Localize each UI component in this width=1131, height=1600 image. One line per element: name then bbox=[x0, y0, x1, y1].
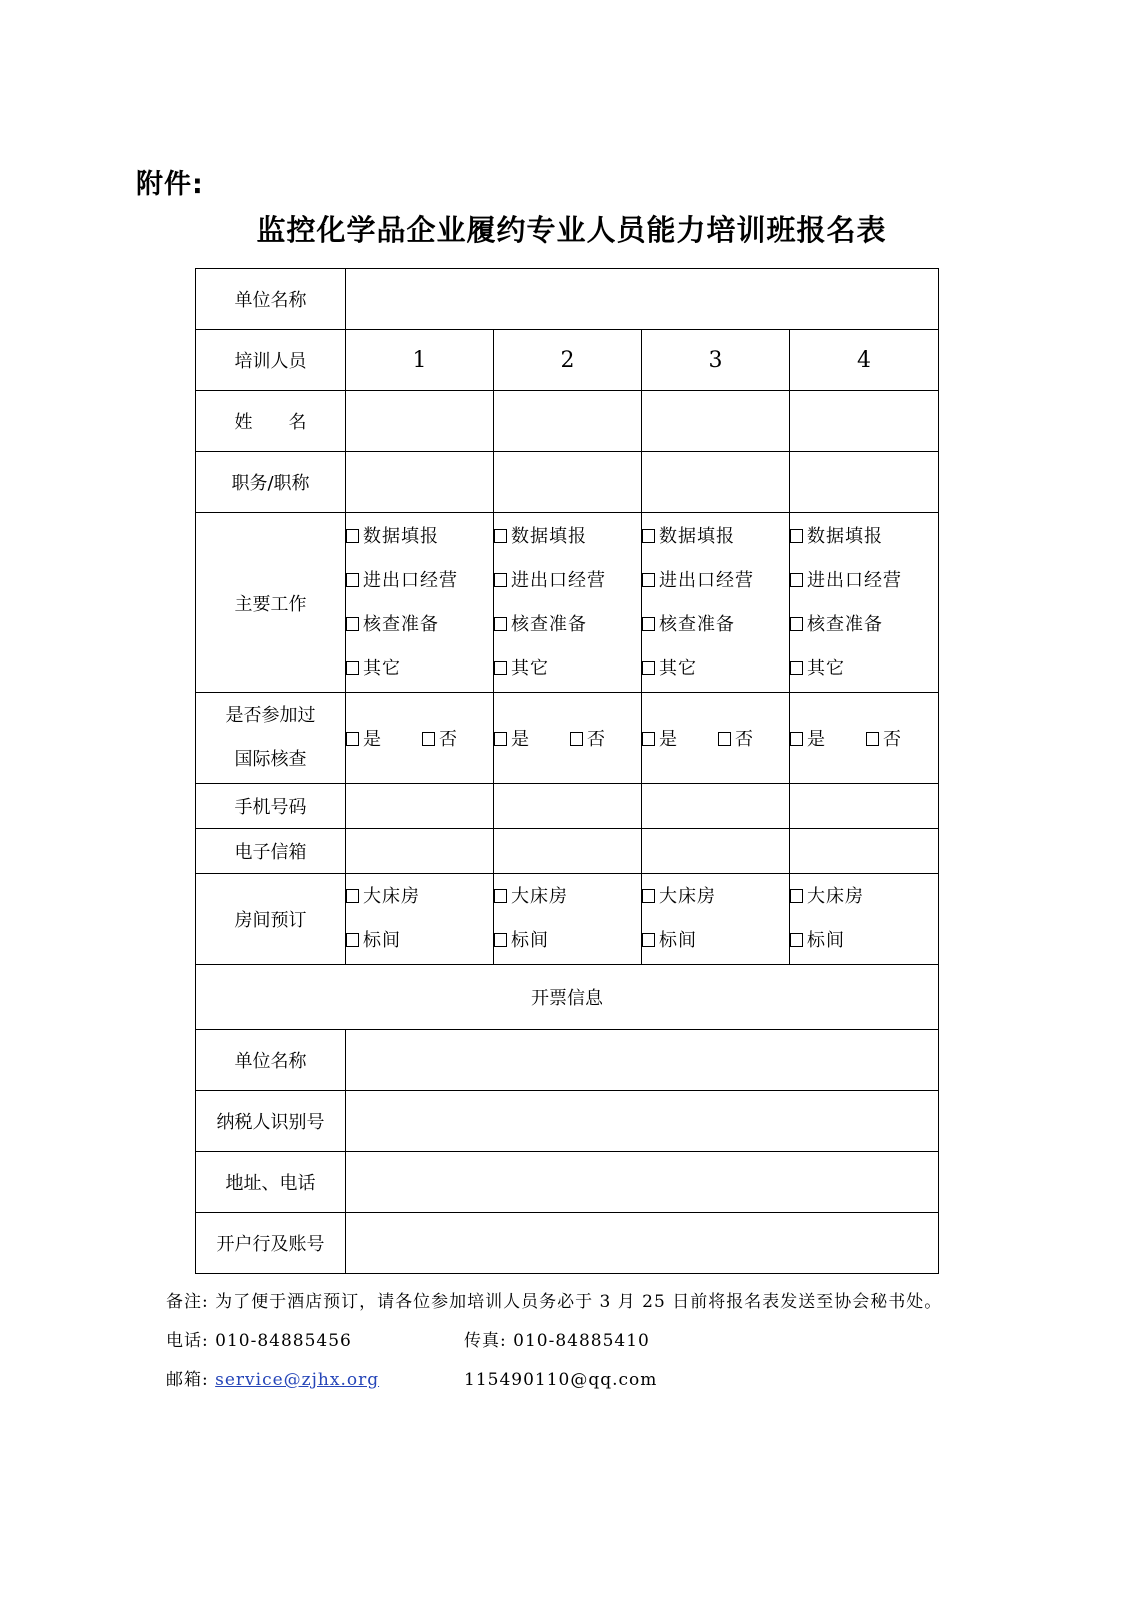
phone-field[interactable] bbox=[642, 784, 790, 829]
invoice-unit-row bbox=[196, 1030, 939, 1091]
yes-label: 是 bbox=[363, 729, 382, 750]
yes-no-options bbox=[346, 693, 494, 784]
option-label: 进出口经营 bbox=[659, 569, 754, 591]
option-label: 其它 bbox=[807, 657, 845, 679]
yes-label: 是 bbox=[807, 729, 826, 750]
checkbox[interactable] bbox=[570, 732, 583, 746]
trainee-number-4: 4 bbox=[790, 330, 939, 391]
name-field[interactable] bbox=[642, 391, 790, 452]
checkbox[interactable] bbox=[494, 661, 507, 675]
checkbox[interactable] bbox=[790, 732, 803, 746]
checkbox[interactable] bbox=[346, 933, 359, 947]
address-phone-field[interactable] bbox=[346, 1152, 939, 1213]
name-label: 姓 名 bbox=[196, 391, 346, 452]
option-label: 数据填报 bbox=[511, 525, 587, 547]
checkbox[interactable] bbox=[346, 617, 359, 631]
checkbox[interactable] bbox=[642, 529, 655, 543]
unit-name-field[interactable] bbox=[346, 269, 939, 330]
bank-account-field[interactable] bbox=[346, 1213, 939, 1274]
invoice-section-row bbox=[196, 965, 939, 1030]
checkbox[interactable] bbox=[346, 732, 359, 746]
option-label: 进出口经营 bbox=[807, 569, 902, 591]
option-label: 其它 bbox=[511, 657, 549, 679]
main-work-options bbox=[642, 513, 790, 693]
taxpayer-id-field[interactable] bbox=[346, 1091, 939, 1152]
name-field[interactable] bbox=[790, 391, 939, 452]
checkbox[interactable] bbox=[790, 529, 803, 543]
option-label: 核查准备 bbox=[659, 613, 735, 635]
option-label: 其它 bbox=[363, 657, 401, 679]
phone-field[interactable] bbox=[346, 784, 494, 829]
option-label: 核查准备 bbox=[511, 613, 587, 635]
intl-check-label-line2: 国际核查 bbox=[234, 749, 307, 770]
checkbox[interactable] bbox=[346, 573, 359, 587]
room-options bbox=[346, 874, 494, 965]
option-label: 标间 bbox=[511, 930, 549, 951]
attachment-label: 附件: bbox=[136, 169, 204, 200]
option-label: 大床房 bbox=[511, 886, 568, 907]
yes-no-options bbox=[790, 693, 939, 784]
form-title bbox=[0, 208, 1131, 249]
option-label: 大床房 bbox=[807, 886, 864, 907]
option-label: 核查准备 bbox=[807, 613, 883, 635]
option-label: 大床房 bbox=[363, 886, 420, 907]
position-row bbox=[196, 452, 939, 513]
checkbox[interactable] bbox=[494, 573, 507, 587]
option-label: 标间 bbox=[363, 930, 401, 951]
email-field[interactable] bbox=[494, 829, 642, 874]
position-field[interactable] bbox=[494, 452, 642, 513]
checkbox[interactable] bbox=[346, 661, 359, 675]
checkbox[interactable] bbox=[494, 889, 507, 903]
email-label: 电子信箱 bbox=[196, 829, 346, 874]
phone-field[interactable] bbox=[494, 784, 642, 829]
checkbox[interactable] bbox=[642, 889, 655, 903]
remark-note: 备注: 为了便于酒店预订，请各位参加培训人员务必于 3 月 25 日前将报名表发送至协会秘书处。 bbox=[166, 1292, 943, 1312]
trainee-number-1: 1 bbox=[346, 330, 494, 391]
checkbox[interactable] bbox=[790, 933, 803, 947]
unit-name-label: 单位名称 bbox=[196, 269, 346, 330]
option-label: 数据填报 bbox=[363, 525, 439, 547]
checkbox[interactable] bbox=[790, 573, 803, 587]
registration-form-table bbox=[195, 268, 939, 1274]
checkbox[interactable] bbox=[642, 617, 655, 631]
yes-no-options bbox=[642, 693, 790, 784]
address-phone-row bbox=[196, 1152, 939, 1213]
main-work-options bbox=[346, 513, 494, 693]
checkbox[interactable] bbox=[346, 889, 359, 903]
trainee-number-2: 2 bbox=[494, 330, 642, 391]
trainee-label: 培训人员 bbox=[196, 330, 346, 391]
main-work-options bbox=[494, 513, 642, 693]
position-label: 职务/职称 bbox=[196, 452, 346, 513]
form-title-text: 监控化学品企业履约专业人员能力培训班报名表 bbox=[256, 213, 887, 247]
taxpayer-id-label: 纳税人识别号 bbox=[196, 1091, 346, 1152]
bank-account-label: 开户行及账号 bbox=[196, 1213, 346, 1274]
no-label: 否 bbox=[439, 729, 458, 750]
checkbox[interactable] bbox=[642, 661, 655, 675]
checkbox[interactable] bbox=[642, 732, 655, 746]
position-field[interactable] bbox=[642, 452, 790, 513]
email-field[interactable] bbox=[346, 829, 494, 874]
checkbox[interactable] bbox=[346, 529, 359, 543]
email-note-label: 邮箱: bbox=[166, 1370, 216, 1390]
no-label: 否 bbox=[883, 729, 902, 750]
checkbox[interactable] bbox=[642, 573, 655, 587]
room-row bbox=[196, 874, 939, 965]
checkbox[interactable] bbox=[642, 933, 655, 947]
fax-note: 传真: 010-84885410 bbox=[464, 1331, 650, 1351]
checkbox[interactable] bbox=[494, 732, 507, 746]
email-row bbox=[196, 829, 939, 874]
contact-phone-row bbox=[166, 1327, 942, 1366]
checkbox[interactable] bbox=[718, 732, 731, 746]
invoice-unit-label: 单位名称 bbox=[196, 1030, 346, 1091]
qq-email-note: 115490110@qq.com bbox=[464, 1370, 658, 1390]
option-label: 标间 bbox=[659, 930, 697, 951]
option-label: 数据填报 bbox=[659, 525, 735, 547]
intl-check-label-line1: 是否参加过 bbox=[225, 705, 316, 726]
option-label: 数据填报 bbox=[807, 525, 883, 547]
option-label: 大床房 bbox=[659, 886, 716, 907]
checkbox[interactable] bbox=[494, 617, 507, 631]
name-field[interactable] bbox=[494, 391, 642, 452]
intl-check-row bbox=[196, 693, 939, 784]
checkbox[interactable] bbox=[790, 661, 803, 675]
phone-note: 电话: 010-84885456 bbox=[166, 1331, 352, 1351]
contact-email-row bbox=[166, 1366, 942, 1405]
email-field[interactable] bbox=[790, 829, 939, 874]
bank-account-row bbox=[196, 1213, 939, 1274]
option-label: 核查准备 bbox=[363, 613, 439, 635]
phone-field[interactable] bbox=[790, 784, 939, 829]
main-work-label: 主要工作 bbox=[196, 513, 346, 693]
unit-name-row bbox=[196, 269, 939, 330]
checkbox[interactable] bbox=[494, 933, 507, 947]
email-field[interactable] bbox=[642, 829, 790, 874]
name-field[interactable] bbox=[346, 391, 494, 452]
yes-no-options bbox=[494, 693, 642, 784]
no-label: 否 bbox=[735, 729, 754, 750]
position-field[interactable] bbox=[346, 452, 494, 513]
notes-block bbox=[166, 1288, 942, 1405]
option-label: 标间 bbox=[807, 930, 845, 951]
yes-label: 是 bbox=[511, 729, 530, 750]
address-phone-label: 地址、电话 bbox=[196, 1152, 346, 1213]
intl-check-label bbox=[196, 693, 346, 784]
checkbox[interactable] bbox=[866, 732, 879, 746]
name-row bbox=[196, 391, 939, 452]
main-work-options bbox=[790, 513, 939, 693]
checkbox[interactable] bbox=[790, 617, 803, 631]
room-options bbox=[494, 874, 642, 965]
room-label: 房间预订 bbox=[196, 874, 346, 965]
invoice-unit-field[interactable] bbox=[346, 1030, 939, 1091]
trainee-row bbox=[196, 330, 939, 391]
phone-label: 手机号码 bbox=[196, 784, 346, 829]
checkbox[interactable] bbox=[494, 529, 507, 543]
taxpayer-id-row bbox=[196, 1091, 939, 1152]
invoice-section-heading: 开票信息 bbox=[196, 965, 939, 1030]
room-options bbox=[642, 874, 790, 965]
room-options bbox=[790, 874, 939, 965]
no-label: 否 bbox=[587, 729, 606, 750]
option-label: 进出口经营 bbox=[363, 569, 458, 591]
option-label: 进出口经营 bbox=[511, 569, 606, 591]
trainee-number-3: 3 bbox=[642, 330, 790, 391]
checkbox[interactable] bbox=[422, 732, 435, 746]
checkbox[interactable] bbox=[790, 889, 803, 903]
yes-label: 是 bbox=[659, 729, 678, 750]
phone-row bbox=[196, 784, 939, 829]
position-field[interactable] bbox=[790, 452, 939, 513]
service-email-link[interactable]: service@zjhx.org bbox=[215, 1370, 380, 1390]
main-work-row bbox=[196, 513, 939, 693]
option-label: 其它 bbox=[659, 657, 697, 679]
